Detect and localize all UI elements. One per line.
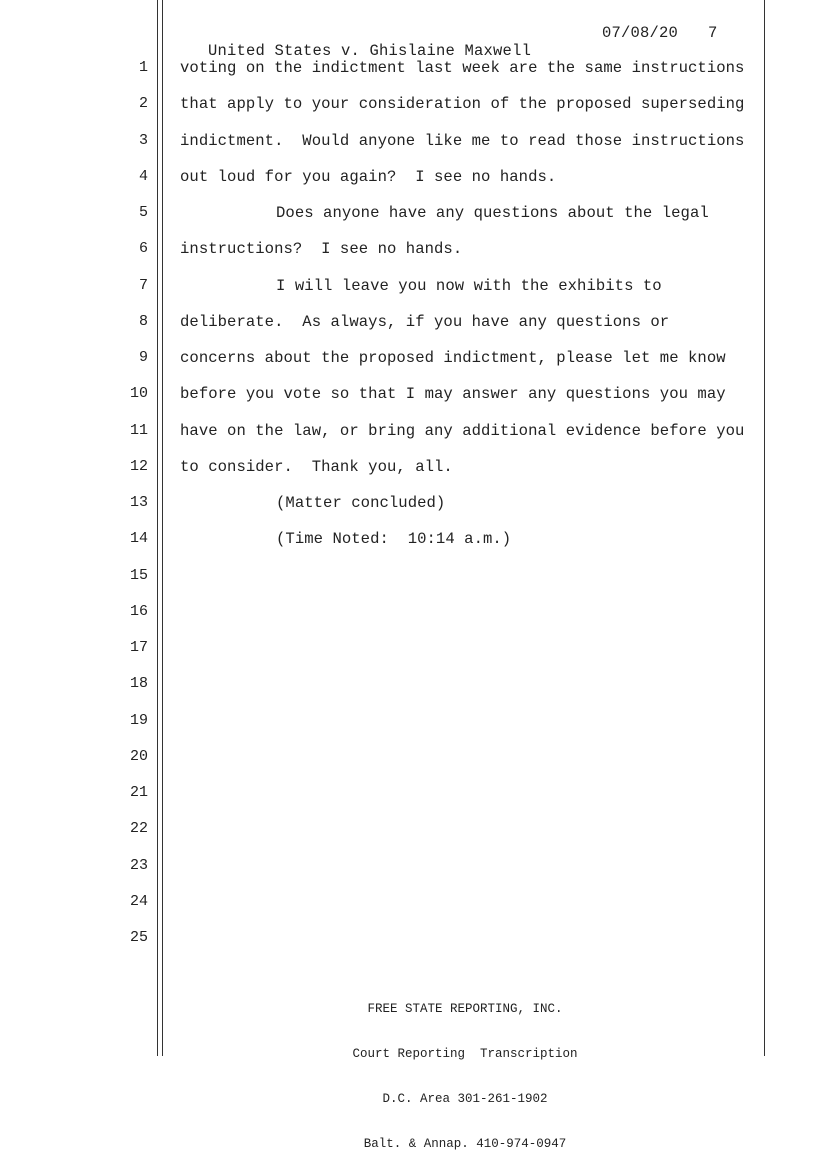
line-number: 13 bbox=[129, 494, 148, 511]
header-date: 07/08/20 bbox=[602, 24, 679, 42]
transcript-line: that apply to your consideration of the proposed superseding bbox=[180, 95, 745, 113]
transcript-line: to consider. Thank you, all. bbox=[180, 458, 453, 476]
line-number: 4 bbox=[138, 168, 148, 185]
line-number: 22 bbox=[129, 820, 148, 837]
transcript-line: concerns about the proposed indictment, please let me know bbox=[180, 349, 726, 367]
page-footer bbox=[320, 972, 610, 1167]
line-number: 6 bbox=[138, 240, 148, 257]
line-number: 5 bbox=[138, 204, 148, 221]
transcript-line: instructions? I see no hands. bbox=[180, 240, 463, 258]
transcript-line: before you vote so that I may answer any questions you may bbox=[180, 385, 726, 403]
line-number: 11 bbox=[129, 422, 148, 439]
line-number: 23 bbox=[129, 857, 148, 874]
line-number: 14 bbox=[129, 530, 148, 547]
line-number: 7 bbox=[138, 277, 148, 294]
left-margin-rule-inner bbox=[162, 0, 163, 1056]
transcript-line: indictment. Would anyone like me to read those instructions bbox=[180, 132, 745, 150]
right-margin-rule bbox=[764, 0, 765, 1056]
line-number: 18 bbox=[129, 675, 148, 692]
footer-balt-phone: Balt. & Annap. 410-974-0947 bbox=[363, 1137, 567, 1151]
footer-services: Court Reporting Transcription bbox=[352, 1047, 578, 1061]
footer-company: FREE STATE REPORTING, INC. bbox=[367, 1002, 563, 1016]
transcript-line: deliberate. As always, if you have any questions or bbox=[180, 313, 670, 331]
line-number: 21 bbox=[129, 784, 148, 801]
transcript-line: I will leave you now with the exhibits to bbox=[276, 277, 662, 295]
line-number: 9 bbox=[138, 349, 148, 366]
line-number: 25 bbox=[129, 929, 148, 946]
line-number: 3 bbox=[138, 132, 148, 149]
footer-dc-phone: D.C. Area 301-261-1902 bbox=[382, 1092, 548, 1106]
line-number: 15 bbox=[129, 567, 148, 584]
line-number: 1 bbox=[138, 59, 148, 76]
line-number: 8 bbox=[138, 313, 148, 330]
case-title: United States v. Ghislaine Maxwell bbox=[208, 42, 532, 60]
transcript-line: (Matter concluded) bbox=[276, 494, 446, 512]
transcript-line: voting on the indictment last week are the same instructions bbox=[180, 59, 745, 77]
transcript-line: have on the law, or bring any additional evidence before you bbox=[180, 422, 745, 440]
transcript-line: Does anyone have any questions about the legal bbox=[276, 204, 709, 222]
transcript-line: (Time Noted: 10:14 a.m.) bbox=[276, 530, 512, 548]
line-number: 10 bbox=[129, 385, 148, 402]
line-number: 12 bbox=[129, 458, 148, 475]
line-number: 20 bbox=[129, 748, 148, 765]
line-number: 2 bbox=[138, 95, 148, 112]
left-margin-rule-outer bbox=[157, 0, 158, 1056]
line-number: 19 bbox=[129, 712, 148, 729]
line-number: 16 bbox=[129, 603, 148, 620]
line-number: 17 bbox=[129, 639, 148, 656]
line-number: 24 bbox=[129, 893, 148, 910]
transcript-line: out loud for you again? I see no hands. bbox=[180, 168, 557, 186]
page-number: 7 bbox=[708, 24, 718, 42]
